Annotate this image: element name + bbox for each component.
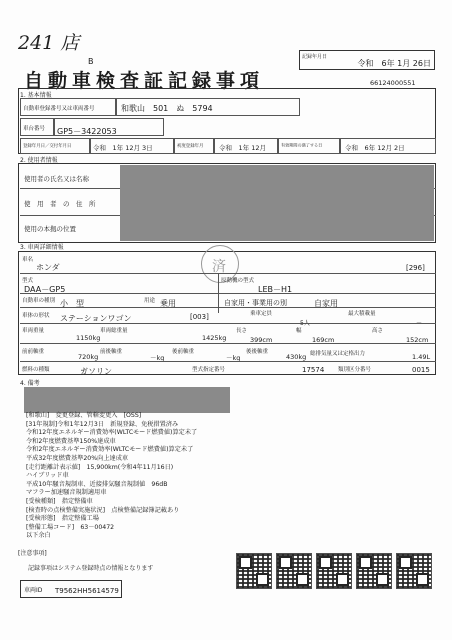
class-number-label: 類別区分番号 xyxy=(338,367,372,373)
base-location-label: 使用の本拠の位置 xyxy=(24,225,76,233)
qr-code xyxy=(396,553,432,589)
model-value: DAA－GP5 xyxy=(24,285,66,294)
notes-heading: [注意事項] xyxy=(18,550,47,557)
rear-rear-axle-value: 430kg xyxy=(286,353,307,361)
user-name-label: 使用者の氏名又は名称 xyxy=(24,175,89,183)
rear-rear-axle-label: 後後軸重 xyxy=(246,349,269,355)
reg-label: 自動車登録番号又は車両番号 xyxy=(23,106,95,112)
first-reg-label: 登録年月日／交付年月日 xyxy=(23,143,72,149)
chassis-value-cell xyxy=(54,118,164,136)
record-date-value: 令和 6年 1月 26日 xyxy=(357,59,431,68)
length-label: 長さ xyxy=(236,328,248,334)
weight-value: 1150kg xyxy=(76,334,101,342)
displacement-label: 総排気量又は定格出力 xyxy=(310,351,366,357)
first-date-value-cell xyxy=(214,138,278,154)
expiry-value: 令和 6年 12月 2日 xyxy=(345,144,405,152)
vehicle-divider xyxy=(20,343,436,344)
front-rear-axle-value: －kg xyxy=(150,354,165,362)
section-remarks-heading: 4. 備考 xyxy=(20,380,40,387)
front-front-axle-value: 720kg xyxy=(78,353,99,361)
capacity-label: 乗車定員 xyxy=(250,311,273,317)
car-id-label: 車両ID xyxy=(24,587,43,594)
vehicle-divider xyxy=(20,293,436,294)
chassis-label-cell xyxy=(20,118,54,136)
user-address-label: 使 用 者 の 住 所 xyxy=(24,200,96,208)
corner-mark: B xyxy=(88,57,94,66)
chassis-label: 車台番号 xyxy=(23,126,46,132)
fuel-value: ガソリン xyxy=(80,367,112,376)
first-reg-value-cell xyxy=(90,138,174,154)
expiry-label-cell xyxy=(278,138,340,154)
qr-code xyxy=(356,553,392,589)
remarks-text: [和歌山] 変更登録、管轄変更入 [OSS] [31年規制]令和1年12月3日 新規登録、免税措置済み 令和12年度エネルギー消費効率(WLTCモード燃費値)算定未了 令和2年度燃費基準150%達成車 令和2年度エネルギー消費効率(WLTCモード燃費値)算定未了 平成32年度燃費基準20%向上達成車 [走行距離計表示値] 15,900km(令和4年11月16日) ハイブリッド車 平成10年騒音規制車、近接排気騒音規制値 96dB マフラー加速騒音規制適用車 [受検種類] 指定整備車 [検査時の点検整備実施状況] 点検整備記録簿記載あり [受検形態] 指定整備工場 [整備工場コード] 63－00472 以下余白 xyxy=(26,412,198,540)
rear-front-axle-value: －kg xyxy=(226,354,241,362)
handwritten-note: 241 店 xyxy=(18,32,80,54)
type-designation-label: 型式指定番号 xyxy=(192,367,226,373)
redacted-user-info xyxy=(120,165,434,241)
first-reg-value: 令和 1年 12月 3日 xyxy=(93,144,153,152)
type-designation-value: 17574 xyxy=(302,366,325,374)
rear-front-axle-label: 後前軸重 xyxy=(172,349,195,355)
height-value: 152cm xyxy=(406,336,429,344)
fuel-label: 燃料の種類 xyxy=(22,367,50,373)
vehicle-divider xyxy=(20,361,436,362)
car-name-value: ホンダ xyxy=(36,263,60,272)
car-name-label: 車名 xyxy=(22,257,34,263)
gross-weight-value: 1425kg xyxy=(202,334,227,342)
vehicle-type-value: 小 型 xyxy=(60,299,84,308)
document-number: 66124000551 xyxy=(370,79,416,87)
vehicle-divider xyxy=(20,273,436,274)
private-label: 自家用・事業用の別 xyxy=(224,299,287,307)
vehicle-divider xyxy=(20,307,436,308)
max-load-label: 最大積載量 xyxy=(348,311,376,317)
weight-label: 車両重量 xyxy=(22,328,45,334)
class-number-value: 0015 xyxy=(412,366,430,374)
body-code: [003] xyxy=(190,313,209,321)
expiry-value-cell xyxy=(340,138,436,154)
reg-label-cell xyxy=(20,98,116,116)
body-label: 車体の形状 xyxy=(22,313,50,319)
first-reg-label-cell xyxy=(20,138,90,154)
max-load-value: － xyxy=(416,320,423,327)
vehicle-type-label: 自動車の種別 xyxy=(22,298,56,304)
seal-stamp: 済 xyxy=(201,245,239,283)
redacted-remarks xyxy=(24,387,230,413)
section-vehicle-heading: 3. 車両詳細情報 xyxy=(20,244,64,251)
use-label: 用途 xyxy=(144,298,156,304)
record-date-label: 記録年月日 xyxy=(302,54,328,60)
front-front-axle-label: 前前軸重 xyxy=(22,349,45,355)
notes-text: 記録事項はシステム登録時点の情報となります xyxy=(28,565,154,572)
qr-code xyxy=(316,553,352,589)
gross-weight-label: 車両総重量 xyxy=(100,328,128,334)
first-date-label: 初度登録年月 xyxy=(177,143,204,149)
reg-value: 和歌山 501 ぬ 5794 xyxy=(121,104,213,113)
length-value: 399cm xyxy=(250,336,273,344)
qr-code xyxy=(236,553,272,589)
first-date-label-cell xyxy=(174,138,214,154)
use-value: 乗用 xyxy=(160,299,176,308)
width-label: 幅 xyxy=(296,328,302,334)
section-basic-heading: 1. 基本情報 xyxy=(20,92,52,99)
car-id-value: T9562HH5614579 xyxy=(55,587,119,595)
front-rear-axle-label: 前後軸重 xyxy=(100,349,123,355)
body-value: ステーションワゴン xyxy=(60,314,132,323)
capacity-value: 5人 xyxy=(300,320,310,327)
first-date-value: 令和 1年 12月 xyxy=(219,144,266,152)
engine-label: 原動機の型式 xyxy=(221,278,255,284)
model-label: 型式 xyxy=(22,278,34,284)
qr-code xyxy=(276,553,312,589)
private-value: 自家用 xyxy=(314,299,338,308)
car-name-code: [296] xyxy=(406,264,425,272)
engine-value: LEB－H1 xyxy=(258,285,293,294)
chassis-value: GP5－3422053 xyxy=(57,127,117,136)
vehicle-divider xyxy=(20,323,436,324)
document-title: 自動車検査証記録事項 xyxy=(24,70,265,92)
height-label: 高さ xyxy=(372,328,384,334)
displacement-value: 1.49L xyxy=(412,353,431,361)
width-value: 169cm xyxy=(312,336,335,344)
car-id-box xyxy=(20,580,122,598)
reg-value-cell xyxy=(116,98,300,116)
section-usage-heading: 2. 使用者情報 xyxy=(20,157,58,164)
record-date-box xyxy=(299,50,435,70)
expiry-label: 有効期間の満了する日 xyxy=(281,143,323,148)
